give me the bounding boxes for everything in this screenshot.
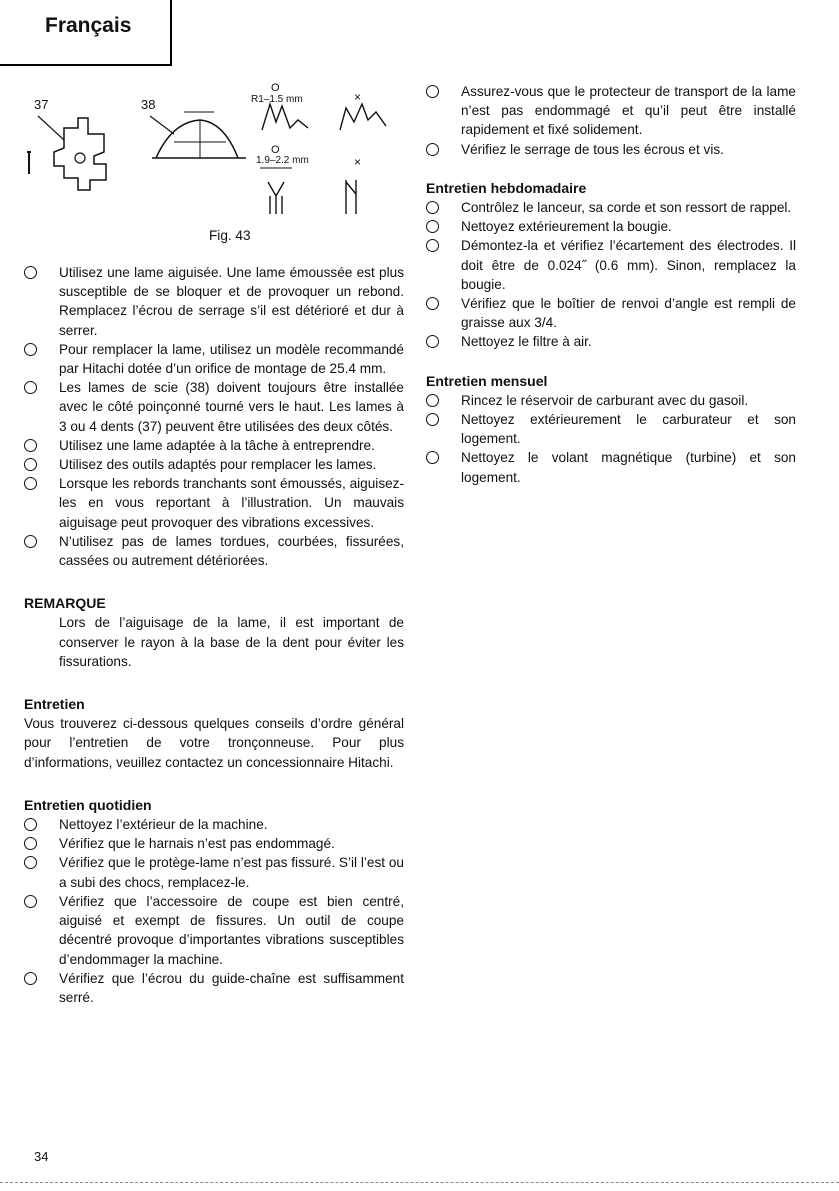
list-item: Nettoyez extérieurement la bougie. — [426, 217, 796, 236]
entretien-heading: Entretien — [24, 696, 85, 713]
list-item: Assurez-vous que le protecteur de transport de la lame n’est pas endommagé et qu’il peut être installé rapidement et fixé solidement. — [426, 82, 796, 140]
mensuel-heading: Entretien mensuel — [426, 372, 548, 389]
general-checks — [426, 82, 796, 159]
list-item: Vérifiez que le boîtier de renvoi d’angle est rempli de graisse aux 3/4. — [426, 294, 796, 332]
circle-bullet-icon — [426, 85, 439, 98]
circle-bullet-icon — [24, 535, 37, 548]
circle-bullet-icon — [426, 220, 439, 233]
circle-bullet-icon — [24, 343, 37, 356]
good-mark-top: O — [271, 82, 280, 94]
list-item: Vérifiez que l’accessoire de coupe est bien centré, aiguisé et exempt de fissures. Un outil de coupe décentré provoque d’importantes vibrations susceptibles d’endommager la machine. — [24, 892, 404, 969]
circle-bullet-icon — [24, 477, 37, 490]
list-item: Nettoyez le volant magnétique (turbine) et son logement. — [426, 448, 796, 486]
circle-bullet-icon — [24, 266, 37, 279]
radius-label: R1–1.5 mm — [251, 94, 303, 105]
circle-bullet-icon — [24, 895, 37, 908]
list-item: Nettoyez extérieurement le carburateur et son logement. — [426, 410, 796, 448]
circle-bullet-icon — [426, 143, 439, 156]
figure-43 — [24, 82, 404, 252]
right-column — [426, 82, 796, 487]
quotidien-list — [24, 815, 404, 1007]
circle-bullet-icon — [24, 972, 37, 985]
list-item: Pour remplacer la lame, utilisez un modèle recommandé par Hitachi dotée d’un orifice de montage de 25.4 mm. — [24, 340, 404, 378]
entretien-text: Vous trouverez ci-dessous quelques conseils d’ordre général pour l’entretien de votre tronçonneuse. Pour plus d’informations, veuillez contactez un concessionnaire Hitachi. — [24, 716, 404, 770]
list-item: N’utilisez pas de lames tordues, courbées, fissurées, cassées ou autrement détériorées. — [24, 532, 404, 570]
bad-mark-top: × — [354, 90, 362, 104]
remarque-text: Lors de l’aiguisage de la lame, il est important de conserver le rayon à la base de la dent pour éviter les fissurations. — [59, 615, 404, 669]
mensuel-list — [426, 391, 796, 487]
remarque-heading: REMARQUE — [24, 595, 106, 612]
list-item: Utilisez une lame adaptée à la tâche à entreprendre. — [24, 436, 404, 455]
list-item: Vérifiez que le protège-lame n’est pas fissuré. S’il l’est ou a subi des chocs, remplacez-le. — [24, 853, 404, 891]
figure-caption: Fig. 43 — [209, 228, 251, 243]
circle-bullet-icon — [24, 439, 37, 452]
hebdomadaire-heading: Entretien hebdomadaire — [426, 179, 587, 196]
gap-label: 1.9–2.2 mm — [256, 155, 309, 166]
circle-bullet-icon — [426, 201, 439, 214]
good-mark-bottom: O — [271, 144, 280, 156]
list-item: Démontez-la et vérifiez l’écartement des électrodes. Il doit être de 0.024˝ (0.6 mm). Sinon, remplacez la bougie. — [426, 236, 796, 294]
list-item: Les lames de scie (38) doivent toujours être installée avec le côté poinçonné tourné vers le haut. Les lames à 3 ou 4 dents (37) peuvent être utilisées des deux côtés. — [24, 378, 404, 436]
list-item: Nettoyez l’extérieur de la machine. — [24, 815, 404, 834]
list-item: Utilisez des outils adaptés pour remplacer les lames. — [24, 455, 404, 474]
label-37: 37 — [34, 97, 49, 112]
circle-bullet-icon — [426, 297, 439, 310]
circle-bullet-icon — [24, 856, 37, 869]
circle-bullet-icon — [426, 451, 439, 464]
label-38: 38 — [141, 97, 156, 112]
circle-bullet-icon — [426, 335, 439, 348]
page-number: 34 — [34, 1149, 49, 1164]
circle-bullet-icon — [426, 239, 439, 252]
list-item: Vérifiez que l’écrou du guide-chaîne est suffisamment serré. — [24, 969, 404, 1007]
left-column — [24, 263, 404, 1007]
circle-bullet-icon — [24, 381, 37, 394]
circle-bullet-icon — [24, 837, 37, 850]
list-item: Vérifiez le serrage de tous les écrous et vis. — [426, 140, 796, 159]
language-tab — [0, 0, 172, 66]
blade-diagram — [24, 82, 404, 252]
bad-mark-bottom: × — [354, 155, 362, 169]
list-item: Contrôlez le lanceur, sa corde et son ressort de rappel. — [426, 198, 796, 217]
circle-bullet-icon — [24, 818, 37, 831]
circle-bullet-icon — [24, 458, 37, 471]
circle-bullet-icon — [426, 413, 439, 426]
language-label: Français — [45, 14, 132, 37]
list-item: Vérifiez que le harnais n’est pas endommagé. — [24, 834, 404, 853]
list-item: Lorsque les rebords tranchants sont émoussés, aiguisez-les en vous reportant à l’illustration. Un mauvais aiguisage peut provoquer des vibrations excessives. — [24, 474, 404, 532]
list-item: Rincez le réservoir de carburant avec du gasoil. — [426, 391, 796, 410]
quotidien-heading: Entretien quotidien — [24, 796, 152, 813]
list-item: Nettoyez le filtre à air. — [426, 332, 796, 351]
hebdomadaire-list — [426, 198, 796, 352]
list-item: Utilisez une lame aiguisée. Une lame émoussée est plus susceptible de se bloquer et de provoquer un rebond. Remplacez l’écrou de serrage s’il est détérioré et dur à serrer. — [24, 263, 404, 340]
blade-instructions — [24, 263, 404, 570]
bottom-divider — [0, 1182, 839, 1183]
circle-bullet-icon — [426, 394, 439, 407]
